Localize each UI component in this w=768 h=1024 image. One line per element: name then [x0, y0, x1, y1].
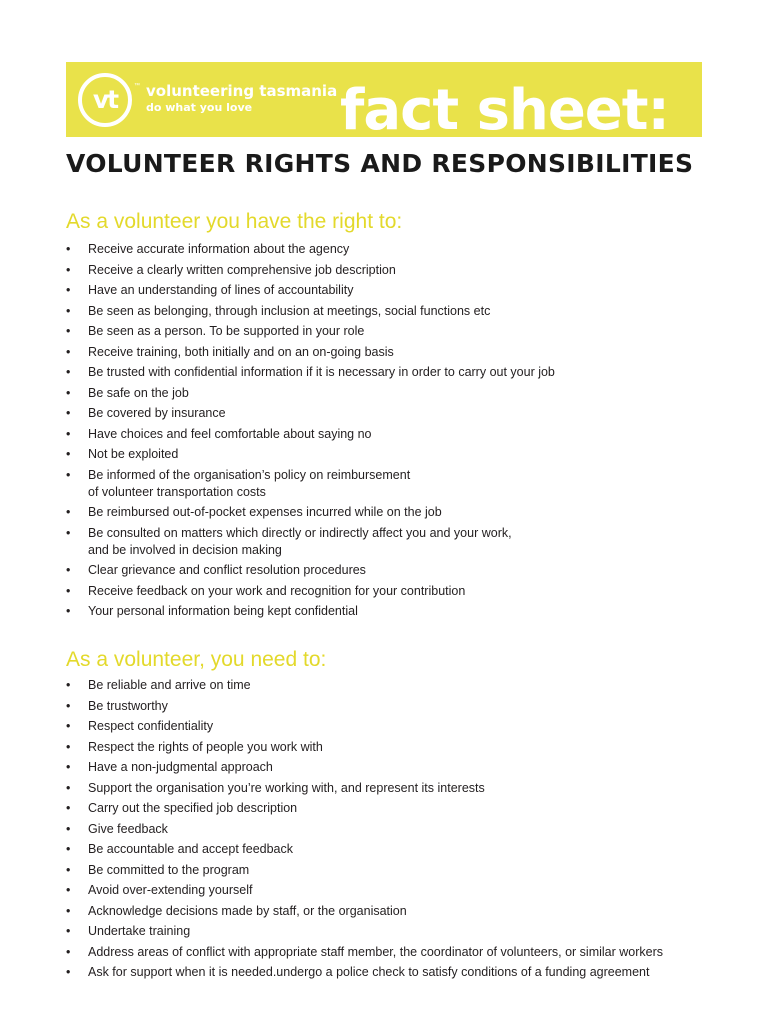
brand-tagline: do what you love [146, 101, 253, 114]
responsibilities-list-item: • Undertake training [66, 923, 706, 940]
rights-list-item: • Receive a clearly written comprehensive job description [66, 262, 706, 279]
responsibilities-list-item: • Be accountable and accept feedback [66, 841, 706, 858]
rights-list-item: • Have choices and feel comfortable about saying no [66, 426, 706, 443]
rights-list-item: • Receive feedback on your work and recognition for your contribution [66, 583, 706, 600]
responsibilities-list-item: • Be reliable and arrive on time [66, 677, 706, 694]
rights-list-item: • Be seen as belonging, through inclusion at meetings, social functions etc [66, 303, 706, 320]
rights-list-item: • Receive training, both initially and on an on-going basis [66, 344, 706, 361]
rights-list-item: • Receive accurate information about the agency [66, 241, 706, 258]
rights-list-item: • Your personal information being kept confidential [66, 603, 706, 620]
responsibilities-list-item: • Support the organisation you’re working with, and represent its interests [66, 780, 706, 797]
rights-list-item: • Be covered by insurance [66, 405, 706, 422]
fact-sheet-label: fact sheet: [340, 78, 669, 137]
rights-list-item: • Be trusted with confidential information if it is necessary in order to carry out your job [66, 364, 706, 381]
brand-name: volunteering tasmania [146, 82, 338, 100]
rights-list-item: • Be safe on the job [66, 385, 706, 402]
responsibilities-list-item: • Ask for support when it is needed.undergo a police check to satisfy conditions of a funding agreement [66, 964, 706, 981]
rights-list-item: • Not be exploited [66, 446, 706, 463]
rights-list-item: • Have an understanding of lines of accountability [66, 282, 706, 299]
responsibilities-heading: As a volunteer, you need to: [66, 648, 327, 671]
responsibilities-list-item: • Respect confidentiality [66, 718, 706, 735]
rights-list [66, 241, 706, 624]
trademark-symbol: ™ [134, 83, 140, 89]
responsibilities-list-item: • Acknowledge decisions made by staff, or the organisation [66, 903, 706, 920]
rights-list-item: • Be informed of the organisation’s policy on reimbursement of volunteer transportation costs [66, 467, 706, 501]
rights-list-item: • Be seen as a person. To be supported in your role [66, 323, 706, 340]
responsibilities-list-item: • Respect the rights of people you work with [66, 739, 706, 756]
responsibilities-list-item: • Address areas of conflict with appropriate staff member, the coordinator of volunteers, or similar workers [66, 944, 706, 961]
header-banner [66, 62, 702, 137]
rights-list-item: • Be reimbursed out-of-pocket expenses incurred while on the job [66, 504, 706, 521]
rights-heading: As a volunteer you have the right to: [66, 210, 403, 233]
responsibilities-list-item: • Avoid over-extending yourself [66, 882, 706, 899]
responsibilities-list-item: • Be trustworthy [66, 698, 706, 715]
responsibilities-list [66, 677, 706, 985]
responsibilities-list-item: • Have a non-judgmental approach [66, 759, 706, 776]
responsibilities-list-item: • Give feedback [66, 821, 706, 838]
logo-mark: vt [92, 85, 118, 114]
page-title: VOLUNTEER RIGHTS AND RESPONSIBILITIES [66, 149, 694, 178]
rights-list-item: • Clear grievance and conflict resolution procedures [66, 562, 706, 579]
responsibilities-list-item: • Carry out the specified job description [66, 800, 706, 817]
vt-logo-icon [78, 73, 140, 127]
responsibilities-list-item: • Be committed to the program [66, 862, 706, 879]
rights-list-item: • Be consulted on matters which directly or indirectly affect you and your work, and be involved in decision making [66, 525, 706, 559]
